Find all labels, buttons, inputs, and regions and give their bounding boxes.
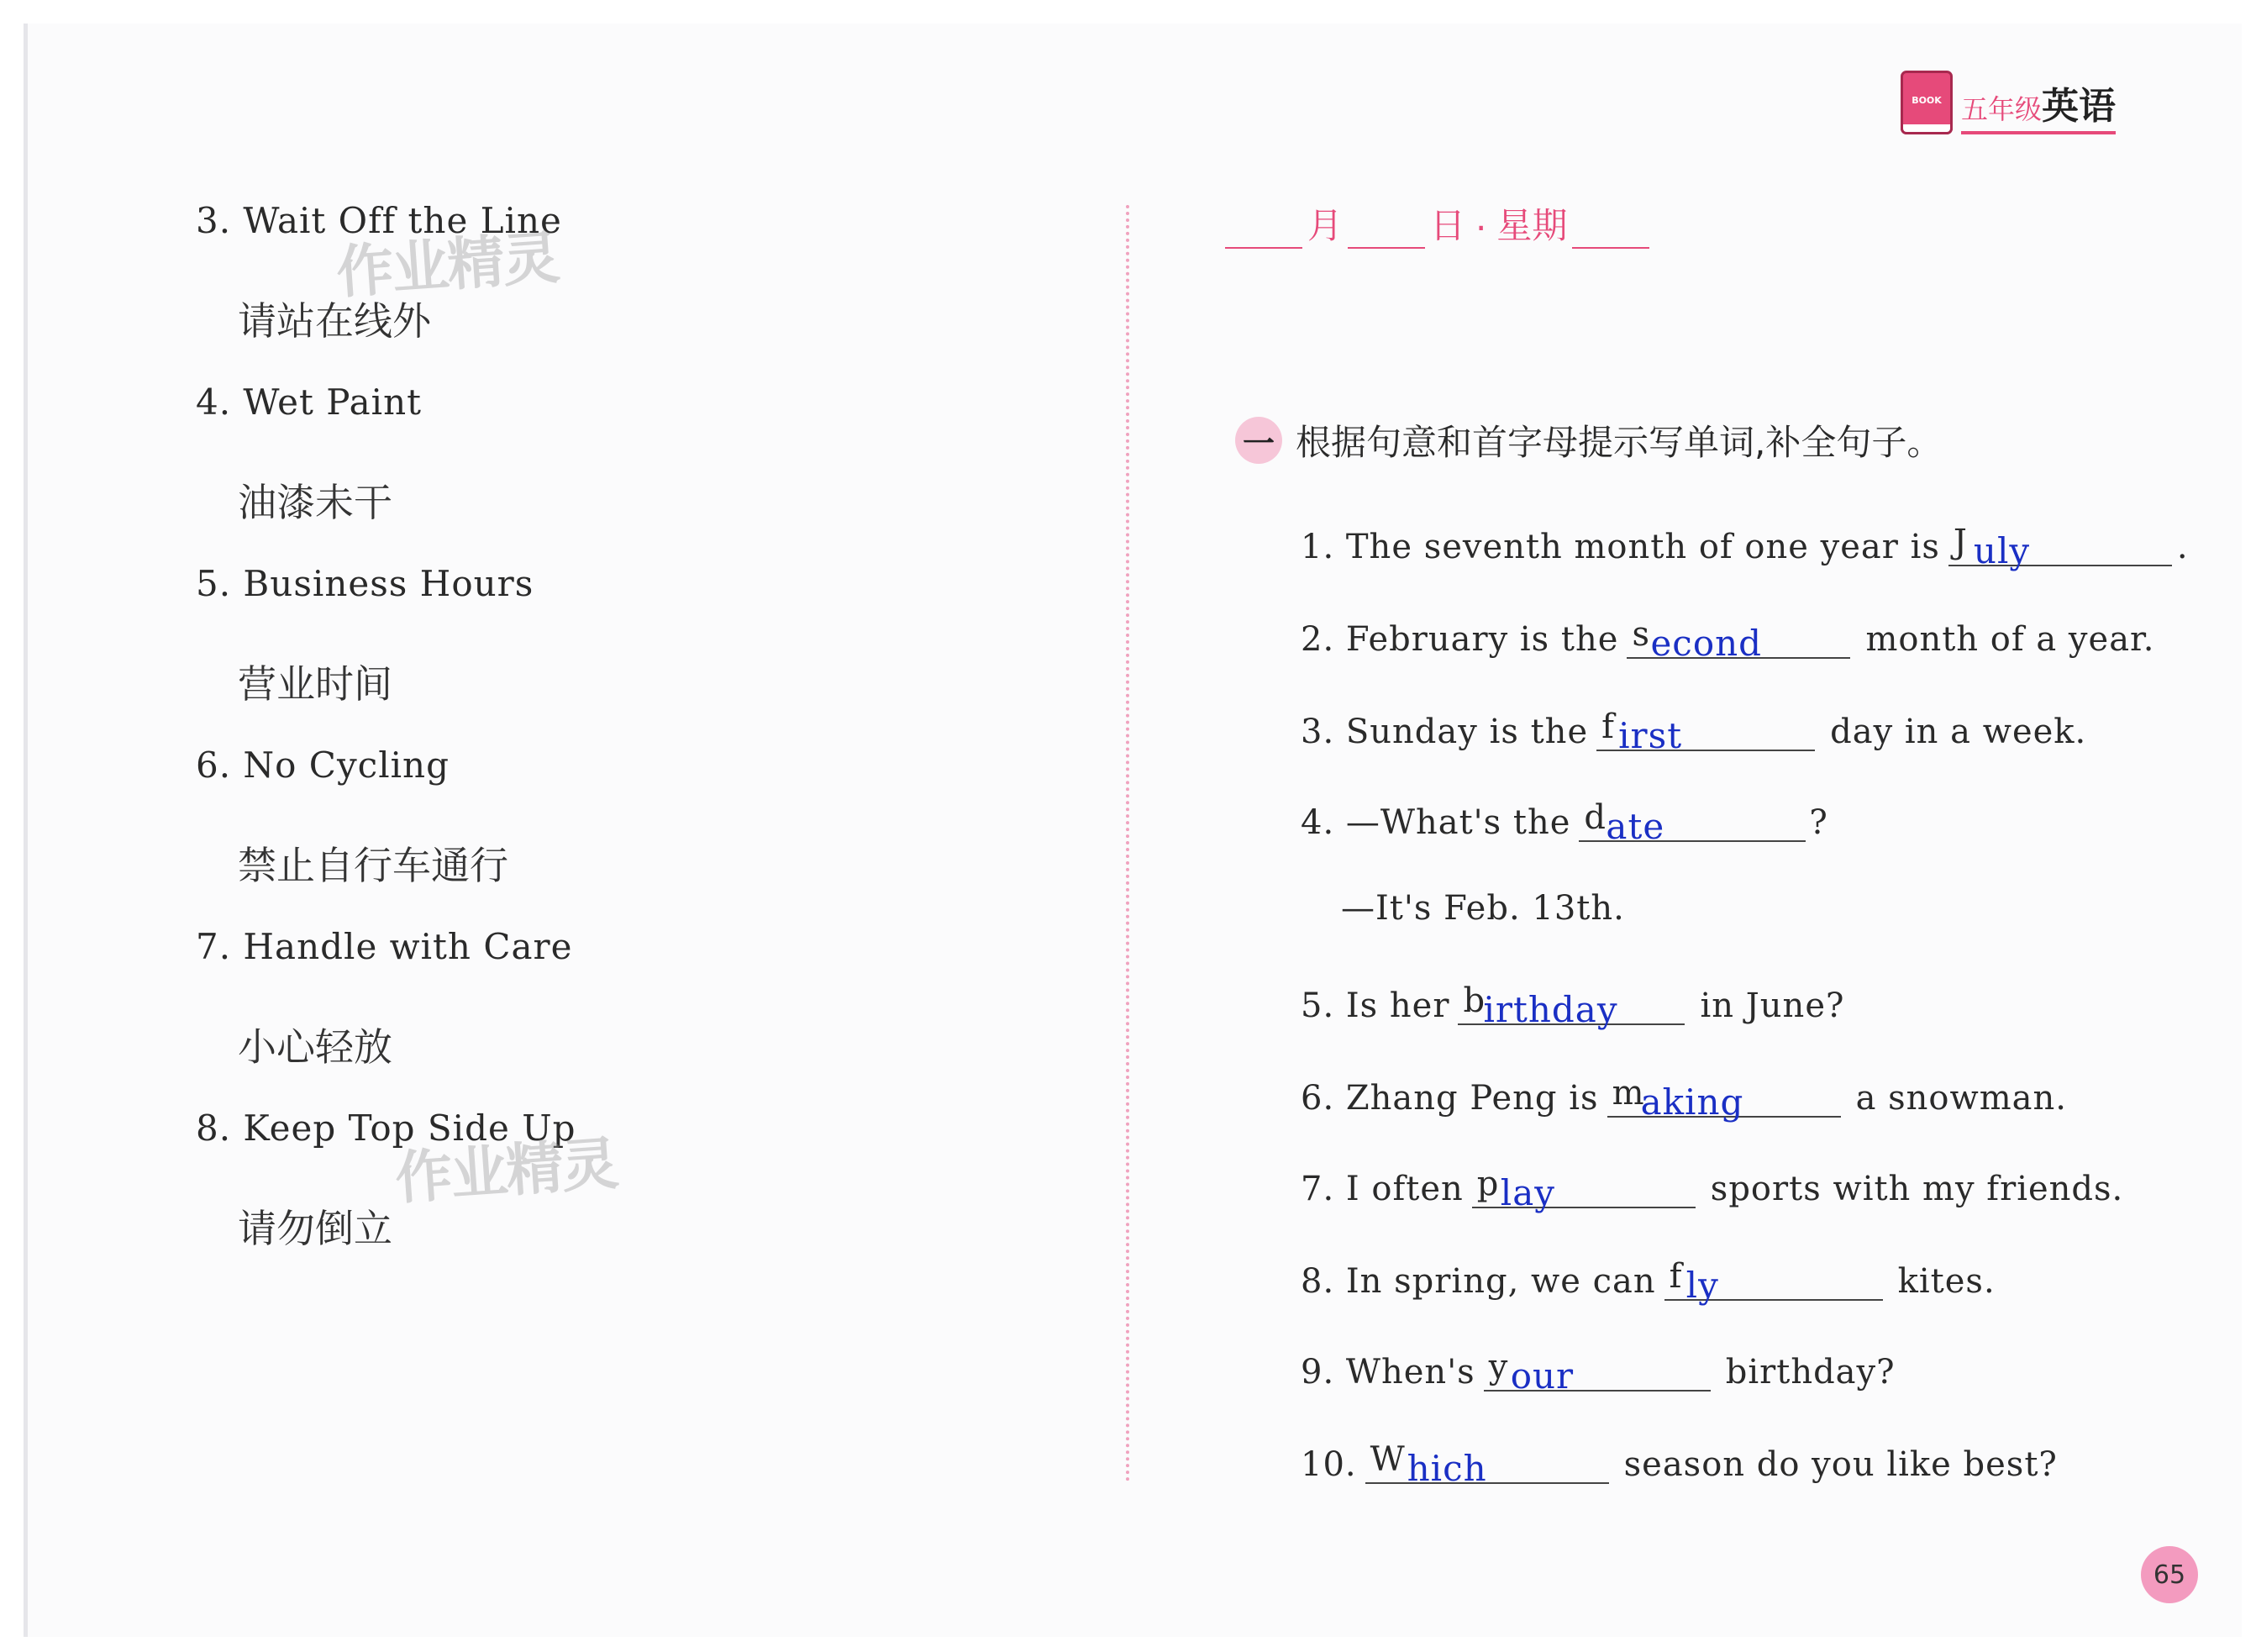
date-separator: · bbox=[1475, 208, 1487, 249]
hint-letter: p bbox=[1476, 1165, 1500, 1203]
hint-letter: W bbox=[1370, 1440, 1406, 1479]
hint-letter: m bbox=[1612, 1074, 1645, 1113]
sign-chinese: 请站在线外 bbox=[238, 298, 431, 344]
watermark: 作业精灵 bbox=[392, 1130, 619, 1213]
sign-english: 6. No Cycling bbox=[196, 744, 450, 786]
answer-blank[interactable] bbox=[1607, 1072, 1841, 1123]
section-heading bbox=[1235, 415, 1942, 466]
question-end: a snowman. bbox=[1855, 1079, 2067, 1118]
question-item bbox=[1301, 980, 1845, 1030]
list-item bbox=[196, 200, 1036, 381]
list-item bbox=[196, 926, 1036, 1107]
hint-letter: y bbox=[1488, 1348, 1509, 1386]
sign-english: 7. Handle with Care bbox=[196, 926, 573, 967]
month-label: 月 bbox=[1307, 205, 1344, 246]
hint-letter: d bbox=[1584, 798, 1607, 837]
question-text: 10. bbox=[1301, 1445, 1357, 1484]
answer-blank[interactable] bbox=[1458, 980, 1685, 1030]
subject-label: 英语 bbox=[2042, 85, 2117, 128]
sign-chinese: 小心轻放 bbox=[238, 1024, 392, 1070]
sign-list bbox=[196, 200, 1036, 1289]
hint-letter: f bbox=[1669, 1257, 1683, 1296]
question-end: month of a year. bbox=[1865, 620, 2155, 659]
question-end: birthday? bbox=[1725, 1353, 1896, 1392]
answer-blank[interactable] bbox=[1472, 1163, 1696, 1213]
sign-chinese: 请勿倒立 bbox=[238, 1206, 392, 1251]
question-text: 6. Zhang Peng is bbox=[1301, 1079, 1599, 1118]
question-end: kites. bbox=[1897, 1262, 1996, 1301]
book-icon-label: BOOK bbox=[1912, 95, 1942, 106]
question-text: 1. The seventh month of one year is bbox=[1301, 528, 1940, 566]
sign-english: 4. Wet Paint bbox=[196, 381, 423, 423]
day-blank[interactable] bbox=[1348, 205, 1425, 249]
handwritten-answer: lay bbox=[1500, 1172, 1555, 1213]
question-end: day in a week. bbox=[1830, 713, 2087, 751]
handwritten-answer: aking bbox=[1640, 1081, 1744, 1123]
hint-letter: J bbox=[1953, 523, 1968, 561]
sign-english: 5. Business Hours bbox=[196, 563, 534, 604]
section-instructions: 根据句意和首字母提示写单词,补全句子。 bbox=[1296, 422, 1943, 463]
question-item bbox=[1301, 706, 2087, 756]
question-item bbox=[1301, 1346, 1896, 1397]
question-end: in June? bbox=[1700, 986, 1845, 1025]
sign-english: 3. Wait Off the Line bbox=[196, 200, 562, 241]
answer-blank[interactable] bbox=[1948, 521, 2172, 571]
question-end: . bbox=[2176, 528, 2189, 566]
answer-blank[interactable] bbox=[1579, 797, 1806, 847]
sign-chinese: 营业时间 bbox=[238, 661, 392, 707]
question-reply bbox=[1341, 889, 1625, 928]
list-item bbox=[196, 563, 1036, 744]
list-item bbox=[196, 381, 1036, 563]
question-end: season do you like best? bbox=[1623, 1445, 2058, 1484]
handwritten-answer: irst bbox=[1618, 715, 1683, 756]
question-item bbox=[1301, 1439, 2058, 1489]
answer-blank[interactable] bbox=[1627, 613, 1850, 664]
handwritten-answer: econd bbox=[1650, 623, 1763, 664]
handwritten-answer: irthday bbox=[1483, 989, 1618, 1030]
question-text: 3. Sunday is the bbox=[1301, 713, 1589, 751]
hint-letter: b bbox=[1463, 981, 1486, 1020]
column-divider bbox=[1126, 205, 1129, 1482]
date-line bbox=[1225, 198, 1649, 249]
hint-letter: s bbox=[1632, 615, 1650, 654]
book-icon bbox=[1901, 71, 1953, 134]
question-end: sports with my friends. bbox=[1710, 1170, 2124, 1208]
answer-blank[interactable] bbox=[1484, 1346, 1711, 1397]
question-text: 2. February is the bbox=[1301, 620, 1619, 659]
badge-text bbox=[1961, 76, 2116, 134]
page-number: 65 bbox=[2141, 1546, 2198, 1603]
sign-chinese: 禁止自行车通行 bbox=[238, 843, 508, 888]
handwritten-answer: uly bbox=[1973, 530, 2031, 571]
week-label: 星期 bbox=[1496, 205, 1568, 246]
question-text: 7. I often bbox=[1301, 1170, 1464, 1208]
question-item bbox=[1301, 1255, 1996, 1306]
section-number-badge: 一 bbox=[1235, 417, 1282, 464]
answer-blank[interactable] bbox=[1365, 1439, 1609, 1489]
list-item bbox=[196, 744, 1036, 926]
handwritten-answer: hich bbox=[1407, 1448, 1487, 1489]
page-edge bbox=[24, 24, 28, 1637]
question-text: 5. Is her bbox=[1301, 986, 1450, 1025]
weekday-blank[interactable] bbox=[1572, 205, 1649, 249]
question-end: ? bbox=[1809, 803, 1828, 842]
grade-label: 五年级 bbox=[1961, 93, 2043, 125]
handwritten-answer: our bbox=[1510, 1355, 1575, 1397]
question-item bbox=[1301, 521, 2189, 571]
answer-blank[interactable] bbox=[1664, 1255, 1883, 1306]
question-text: 9. When's bbox=[1301, 1353, 1475, 1392]
day-label: 日 bbox=[1430, 205, 1466, 246]
reply-text: —It's Feb. 13th. bbox=[1341, 889, 1625, 928]
sign-chinese: 油漆未干 bbox=[238, 480, 392, 525]
sign-english: 8. Keep Top Side Up bbox=[196, 1107, 576, 1149]
question-item bbox=[1301, 1163, 2124, 1213]
hint-letter: f bbox=[1601, 708, 1615, 746]
question-text: 4. —What's the bbox=[1301, 803, 1571, 842]
month-blank[interactable] bbox=[1225, 205, 1302, 249]
grade-subject-badge bbox=[1901, 71, 2116, 134]
handwritten-answer: ate bbox=[1606, 806, 1665, 847]
question-item bbox=[1301, 797, 1828, 847]
question-item bbox=[1301, 613, 2155, 664]
question-text: 8. In spring, we can bbox=[1301, 1262, 1656, 1301]
handwritten-answer: ly bbox=[1685, 1265, 1719, 1306]
answer-blank[interactable] bbox=[1596, 706, 1815, 756]
question-item bbox=[1301, 1072, 2067, 1123]
watermark: 作业精灵 bbox=[334, 224, 560, 308]
